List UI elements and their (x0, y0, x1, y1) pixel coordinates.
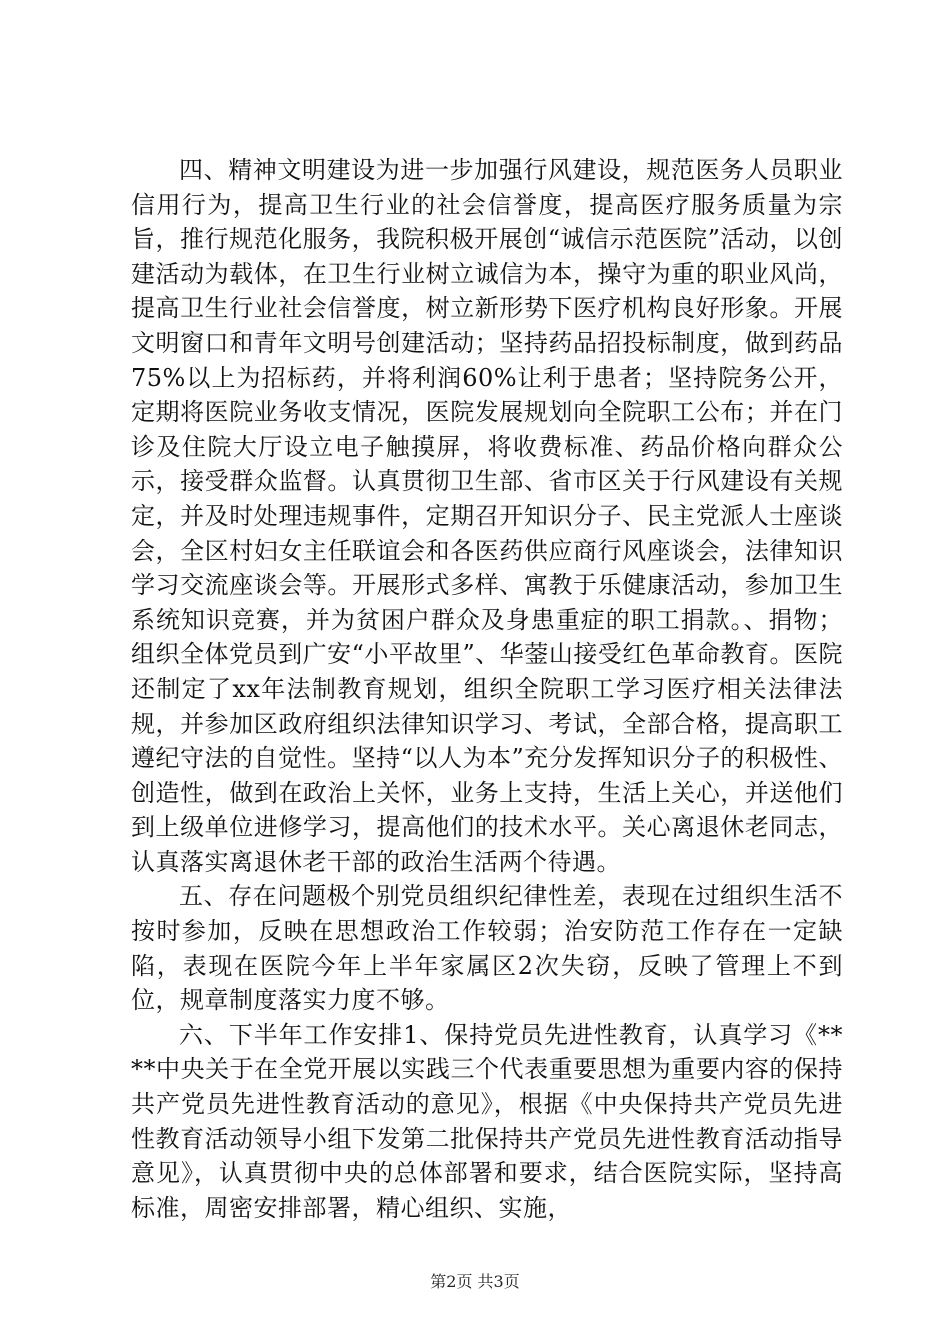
paragraph-existing-problems: 五、存在问题极个别党员组织纪律性差，表现在过组织生活不按时参加，反映在思想政治工作较弱；治安防范工作存在一定缺陷，表现在医院今年上半年家属区2次失窃，反映了管理上不到位，规章制度落实力度不够。 (131, 882, 843, 1015)
paragraph-second-half-plan: 六、下半年工作安排1、保持党员先进性教育，认真学习《****中央关于在全党开展以实践三个代表重要思想为重要内容的保持共产党员先进性教育活动的意见》，根据《中央保持共产党员先进性教育活动领导小组下发第二批保持共产党员先进性教育活动指导意见》，认真贯彻中央的总体部署和要求，结合医院实际，坚持高标准，周密安排部署，精心组织、实施， (131, 1020, 843, 1222)
document-body (131, 153, 843, 1225)
paragraph-spiritual-civilization: 四、精神文明建设为进一步加强行风建设，规范医务人员职业信用行为，提高卫生行业的社会信誉度，提高医疗服务质量为宗旨，推行规范化服务，我院积极开展创“诚信示范医院”活动，以创建活动为载体，在卫生行业树立诚信为本，操守为重的职业风尚，提高卫生行业社会信誉度，树立新形势下医疗机构良好形象。开展文明窗口和青年文明号创建活动；坚持药品招投标制度，做到药品75%以上为招标药，并将利润60%让利于患者；坚持院务公开，定期将医院业务收支情况，医院发展规划向全院职工公布；并在门诊及住院大厅设立电子触摸屏，将收费标准、药品价格向群众公示，接受群众监督。认真贯彻卫生部、省市区关于行风建设有关规定，并及时处理违规事件，定期召开知识分子、民主党派人士座谈会，全区村妇女主任联谊会和各医药供应商行风座谈会，法律知识学习交流座谈会等。开展形式多样、寓教于乐健康活动，参加卫生系统知识竞赛，并为贫困户群众及身患重症的职工捐款。、捐物；组织全体党员到广安“小平故里”、华蓥山接受红色革命教育。医院还制定了xx年法制教育规划，组织全院职工学习医疗相关法律法规，并参加区政府组织法律知识学习、考试，全部合格，提高职工遵纪守法的自觉性。坚持“以人为本”充分发挥知识分子的积极性、创造性，做到在政治上关怀，业务上支持，生活上关心，并送他们到上级单位进修学习，提高他们的技术水平。关心离退休老同志，认真落实离退休老干部的政治生活两个待遇。 (131, 156, 843, 876)
page-number-footer: 第2页 共3页 (430, 1272, 520, 1291)
